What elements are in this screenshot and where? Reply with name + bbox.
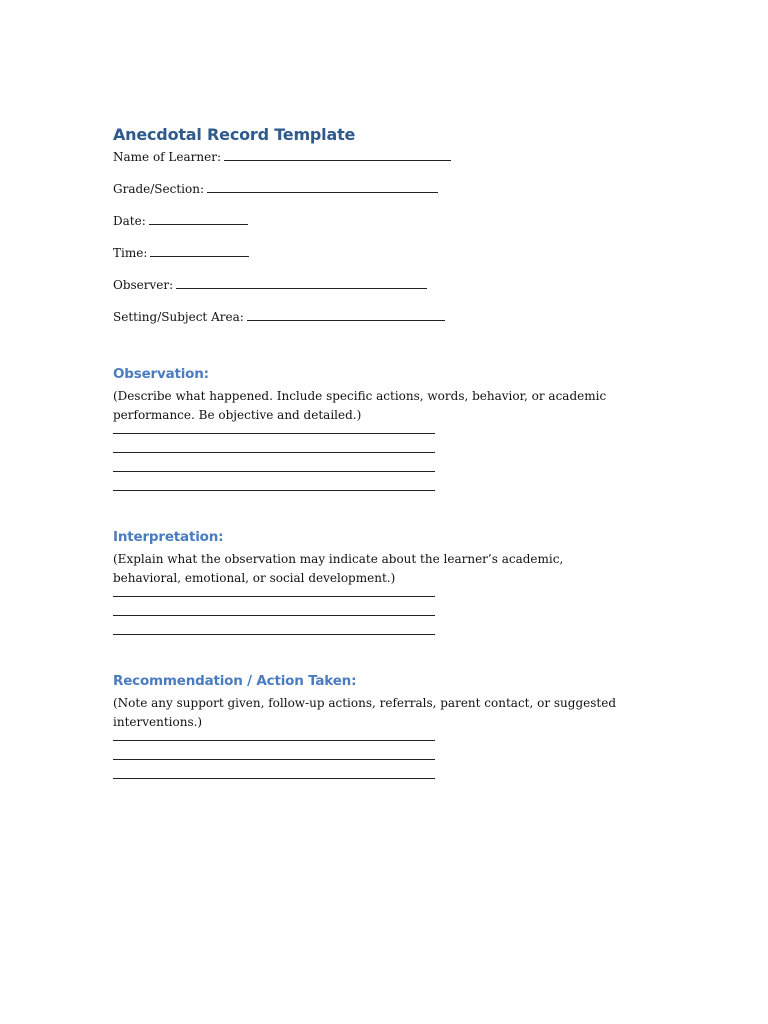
fill-in-blank[interactable]	[149, 213, 248, 225]
writing-line[interactable]	[113, 490, 435, 491]
field-label: Setting/Subject Area:	[113, 310, 244, 324]
field-date	[113, 213, 768, 229]
fill-in-blank[interactable]	[247, 309, 445, 321]
writing-line[interactable]	[113, 740, 435, 741]
fill-in-blank[interactable]	[207, 181, 438, 193]
section-instruction: (Describe what happened. Include specific actions, words, behavior, or academic performance. Be objective and detailed.)	[113, 389, 607, 422]
fill-in-blank[interactable]	[176, 277, 427, 289]
writing-lines	[113, 740, 768, 779]
field-label: Name of Learner:	[113, 150, 221, 164]
section-recommendation	[113, 671, 768, 779]
writing-line[interactable]	[113, 452, 435, 453]
field-label: Time:	[113, 246, 148, 260]
writing-lines	[113, 596, 768, 635]
section-heading: Interpretation:	[113, 529, 224, 545]
field-time	[113, 245, 768, 261]
field-label: Grade/Section:	[113, 182, 205, 196]
field-label: Date:	[113, 214, 146, 228]
fill-in-blank[interactable]	[224, 149, 451, 161]
field-setting-subject-area	[113, 309, 768, 325]
writing-line[interactable]	[113, 596, 435, 597]
field-observer	[113, 277, 768, 293]
fill-in-blank[interactable]	[150, 245, 249, 257]
section-observation	[113, 364, 768, 491]
field-label: Observer:	[113, 278, 174, 292]
writing-line[interactable]	[113, 433, 435, 434]
writing-line[interactable]	[113, 471, 435, 472]
section-heading: Recommendation / Action Taken:	[113, 673, 357, 689]
section-interpretation	[113, 527, 768, 635]
writing-line[interactable]	[113, 759, 435, 760]
field-grade-section	[113, 181, 768, 197]
writing-line[interactable]	[113, 634, 435, 635]
writing-lines	[113, 433, 768, 491]
document-title: Anecdotal Record Template	[113, 125, 356, 144]
writing-line[interactable]	[113, 615, 435, 616]
writing-line[interactable]	[113, 778, 435, 779]
section-heading: Observation:	[113, 366, 209, 382]
section-instruction: (Explain what the observation may indicate about the learner’s academic, behavioral, emotional, or social development.)	[113, 552, 564, 585]
field-name-of-learner	[113, 149, 768, 165]
section-instruction: (Note any support given, follow-up actions, referrals, parent contact, or suggested interventions.)	[113, 696, 617, 729]
